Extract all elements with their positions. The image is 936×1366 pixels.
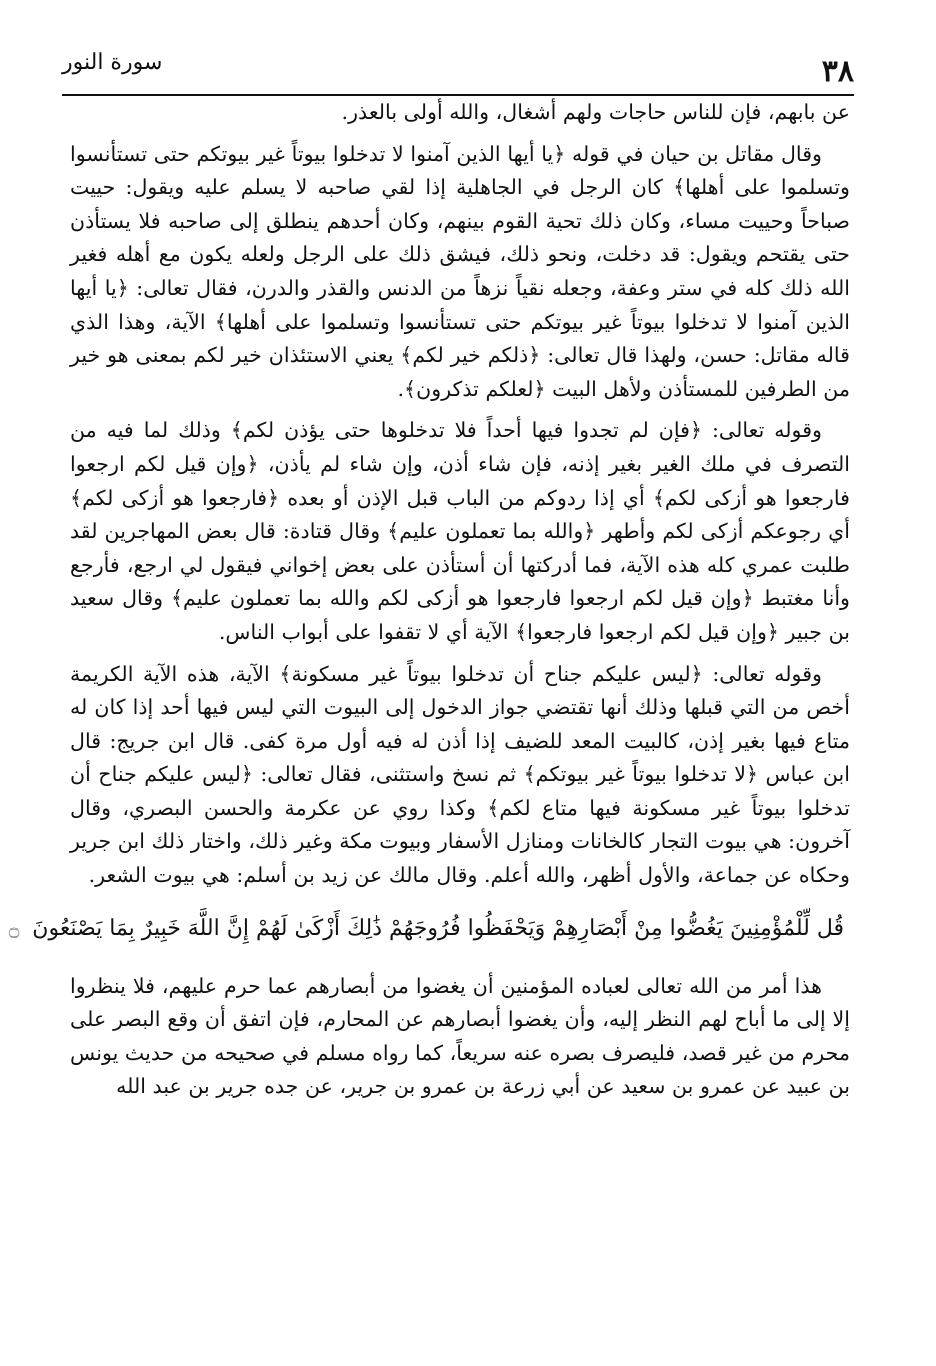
paragraph: وقال مقاتل بن حيان في قوله ﴿يا أيها الذين آمنوا لا تدخلوا بيوتاً غير بيوتكم حتى تستأنسوا وتسلموا على أهلها﴾ كان الرجل في الجاهلية إذا لقي صاحبه لا يسلم عليه ويقول: حييت صباحاً وحييت مساء، وكان ذلك تحية القوم بينهم، وكان أحدهم ينطلق إلى صاحبه فلا يستأذن حتى يقتحم ويقول: قد دخلت، ونحو ذلك، فيشق ذلك على الرجل ولعله يكون مع أهله فغير الله ذلك كله في ستر وعفة، وجعله نقياً نزهاً من الدنس والقذر والدرن، فقال تعالى: ﴿يا أيها الذين آمنوا لا تدخلوا بيوتاً غير بيوتكم حتى تستأنسوا وتسلموا على أهلها﴾ الآية، وهذا الذي قاله مقاتل: حسن، ولهذا قال تعالى: ﴿ذلكم خير لكم﴾ يعني الاستئذان خير لكم بمعنى هو خير من الطرفين للمستأذن ولأهل البيت ﴿لعلكم تذكرون﴾. bbox=[70, 141, 850, 401]
paragraph: عن بابهم، فإن للناس حاجات ولهم أشغال، والله أولى بالعذر. bbox=[341, 100, 850, 124]
page-number: ٣٨ bbox=[821, 54, 854, 89]
page-header bbox=[62, 44, 854, 96]
verse-end-marker: ۝ bbox=[8, 918, 20, 940]
paragraph: وقوله تعالى: ﴿فإن لم تجدوا فيها أحداً فلا تدخلوها حتى يؤذن لكم﴾ وذلك لما فيه من التصرف في ملك الغير بغير إذنه، فإن شاء أذن، وإن شاء لم يأذن، ﴿وإن قيل لكم ارجعوا فارجعوا هو أزكى لكم﴾ أي إذا ردوكم من الباب قبل الإذن أو بعده ﴿فارجعوا هو أزكى لكم﴾ أي رجوعكم أزكى لكم وأطهر ﴿والله بما تعملون عليم﴾ وقال قتادة: قال بعض المهاجرين لقد طلبت عمري كله هذه الآية، فما أدركتها أن أستأذن على بعض إخواني فيقول لي ارجع، فأرجع وأنا مغتبط ﴿وإن قيل لكم ارجعوا فارجعوا هو أزكى لكم والله بما تعملون عليم﴾ وقال سعيد بن جبير ﴿وإن قيل لكم ارجعوا فارجعوا﴾ الآية أي لا تقفوا على أبواب الناس. bbox=[70, 418, 850, 644]
page-body bbox=[8, 96, 850, 1112]
paragraph: هذا أمر من الله تعالى لعباده المؤمنين أن يغضوا من أبصارهم عما حرم عليهم، فلا ينظروا إلا إلى ما أباح لهم النظر إليه، وأن يغضوا أبصارهم عن المحارم، فإن اتفق أن وقع البصر على محرم من غير قصد، فليصرف بصره عنه سريعاً، كما رواه مسلم في صحيحه من حديث يونس بن عبيد عن عمرو بن سعيد عن أبي زرعة بن عمرو بن جرير، عن جده جرير بن عبد الله bbox=[70, 973, 850, 1099]
verse-text: قُل لِّلْمُؤْمِنِينَ يَغُضُّوا مِنْ أَبْصَارِهِمْ وَيَحْفَظُوا فُرُوجَهُمْ ذَٰلِكَ أَزْكَىٰ لَهُمْ إِنَّ اللَّهَ خَبِيرٌ بِمَا يَصْنَعُونَ bbox=[32, 915, 844, 941]
paragraph: وقوله تعالى: ﴿ليس عليكم جناح أن تدخلوا بيوتاً غير مسكونة﴾ الآية، هذه الآية الكريمة أخص من التي قبلها وذلك أنها تقتضي جواز الدخول إلى البيوت التي ليس فيها أحد إذا كان له متاع فيها بغير إذن، كالبيت المعد للضيف إذا أذن له فيه أول مرة كفى. قال ابن جريج: قال ابن عباس ﴿لا تدخلوا بيوتاً غير بيوتكم﴾ ثم نسخ واستثنى، فقال تعالى: ﴿ليس عليكم جناح أن تدخلوا بيوتاً غير مسكونة فيها متاع لكم﴾ وكذا روي عن عكرمة والحسن البصري، وقال آخرون: هي بيوت التجار كالخانات ومنازل الأسفار وبيوت مكة وغير ذلك، واختار ذلك ابن جرير وحكاه عن جماعة، والأول أظهر، والله أعلم. وقال مالك عن زيد بن أسلم: هي بيوت الشعر. bbox=[70, 661, 850, 888]
quran-verse bbox=[8, 905, 850, 954]
surah-title: سورة النور bbox=[62, 50, 163, 75]
